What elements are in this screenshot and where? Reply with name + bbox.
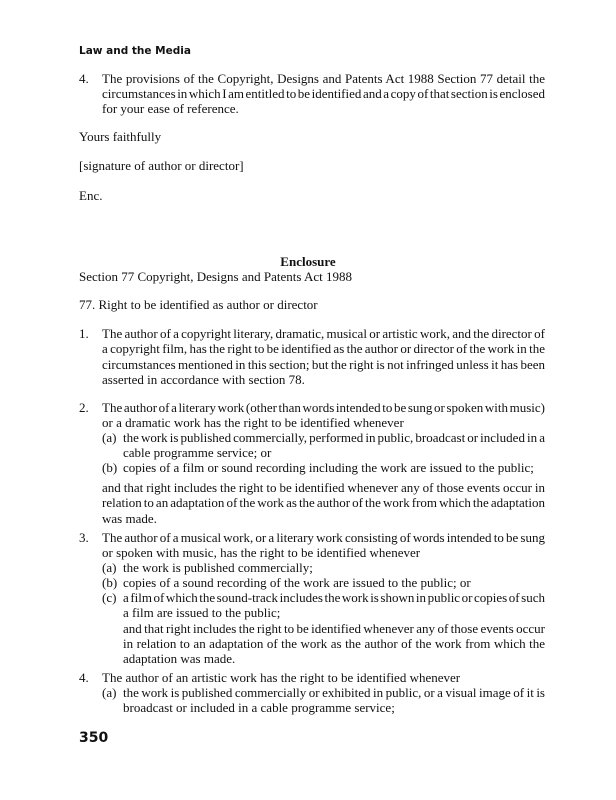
text-line: was made.	[102, 511, 157, 526]
running-head: Law and the Media	[79, 45, 191, 57]
text-line: adaptation was made.	[123, 651, 236, 666]
paragraph-number: 1.	[79, 326, 89, 341]
text-line: in relation to an adaptation of the work as the author of the work from which the	[123, 636, 545, 651]
text-line: The author of a copyright literary, dramatic, musical or artistic work, and the director of	[102, 326, 545, 341]
text-line: The provisions of the Copyright, Designs and Patents Act 1988 Section 77 detail the	[102, 71, 545, 86]
item-label: (a)	[102, 685, 117, 700]
enclosure-title: Enclosure	[280, 254, 336, 269]
text-line: the work is published commercially, performed in public, broadcast or included in a	[123, 430, 545, 445]
list-number: 4.	[79, 71, 89, 86]
paragraph-number: 3.	[79, 530, 89, 545]
text-line: broadcast or included in a cable programme service;	[123, 700, 395, 715]
page-number: 350	[79, 730, 109, 746]
text-line: or a dramatic work has the right to be identified whenever	[102, 415, 404, 430]
section-heading: 77. Right to be identified as author or director	[79, 297, 318, 312]
item-label: (a)	[102, 560, 117, 575]
paragraph-number: 2.	[79, 400, 89, 415]
closing-line: Yours faithfully	[79, 129, 162, 144]
item-label: (c)	[102, 590, 117, 605]
text-line: the work is published commercially or exhibited in public, or a visual image of it is	[123, 685, 545, 700]
text-line: circumstances mentioned in this section; but the right is not infringed unless it has been	[102, 357, 545, 372]
text-line: circumstances in which I am entitled to be identified and a copy of that section is enclosed	[102, 86, 545, 101]
item-label: (a)	[102, 430, 117, 445]
text-line: relation to an adaptation of the work as the author of the work from which the adaptation	[102, 495, 545, 510]
enclosure-subtitle: Section 77 Copyright, Designs and Patents Act 1988	[79, 269, 352, 284]
text-line: The author of a musical work, or a literary work consisting of words intended to be sung	[102, 530, 545, 545]
text-line: for your ease of reference.	[102, 101, 239, 116]
text-line: copies of a sound recording of the work are issued to the public; or	[123, 575, 471, 590]
text-line: The author of an artistic work has the right to be identified whenever	[102, 670, 461, 685]
text-line: or spoken with music, has the right to be identified whenever	[102, 545, 421, 560]
text-line: cable programme service; or	[123, 445, 272, 460]
signature-placeholder: [signature of author or director]	[79, 158, 244, 173]
text-line: asserted in accordance with section 78.	[102, 372, 305, 387]
text-line: a film are issued to the public;	[123, 605, 281, 620]
paragraph-number: 4.	[79, 670, 89, 685]
text-line: a copyright film, has the right to be identified as the author or director of the work in the	[102, 341, 545, 356]
text-line: The author of a literary work (other than words intended to be sung or spoken with music)	[102, 400, 545, 415]
text-line: the work is published commercially;	[123, 560, 313, 575]
text-line: and that right includes the right to be identified whenever any of those events occur	[123, 621, 545, 636]
text-line: copies of a film or sound recording including the work are issued to the public;	[123, 460, 534, 475]
text-line: a film of which the sound-track includes the work is shown in public or copies of such	[123, 590, 545, 605]
item-label: (b)	[102, 575, 118, 590]
item-label: (b)	[102, 460, 118, 475]
enclosure-note: Enc.	[79, 188, 103, 203]
text-line: and that right includes the right to be identified whenever any of those events occur in	[102, 480, 545, 495]
